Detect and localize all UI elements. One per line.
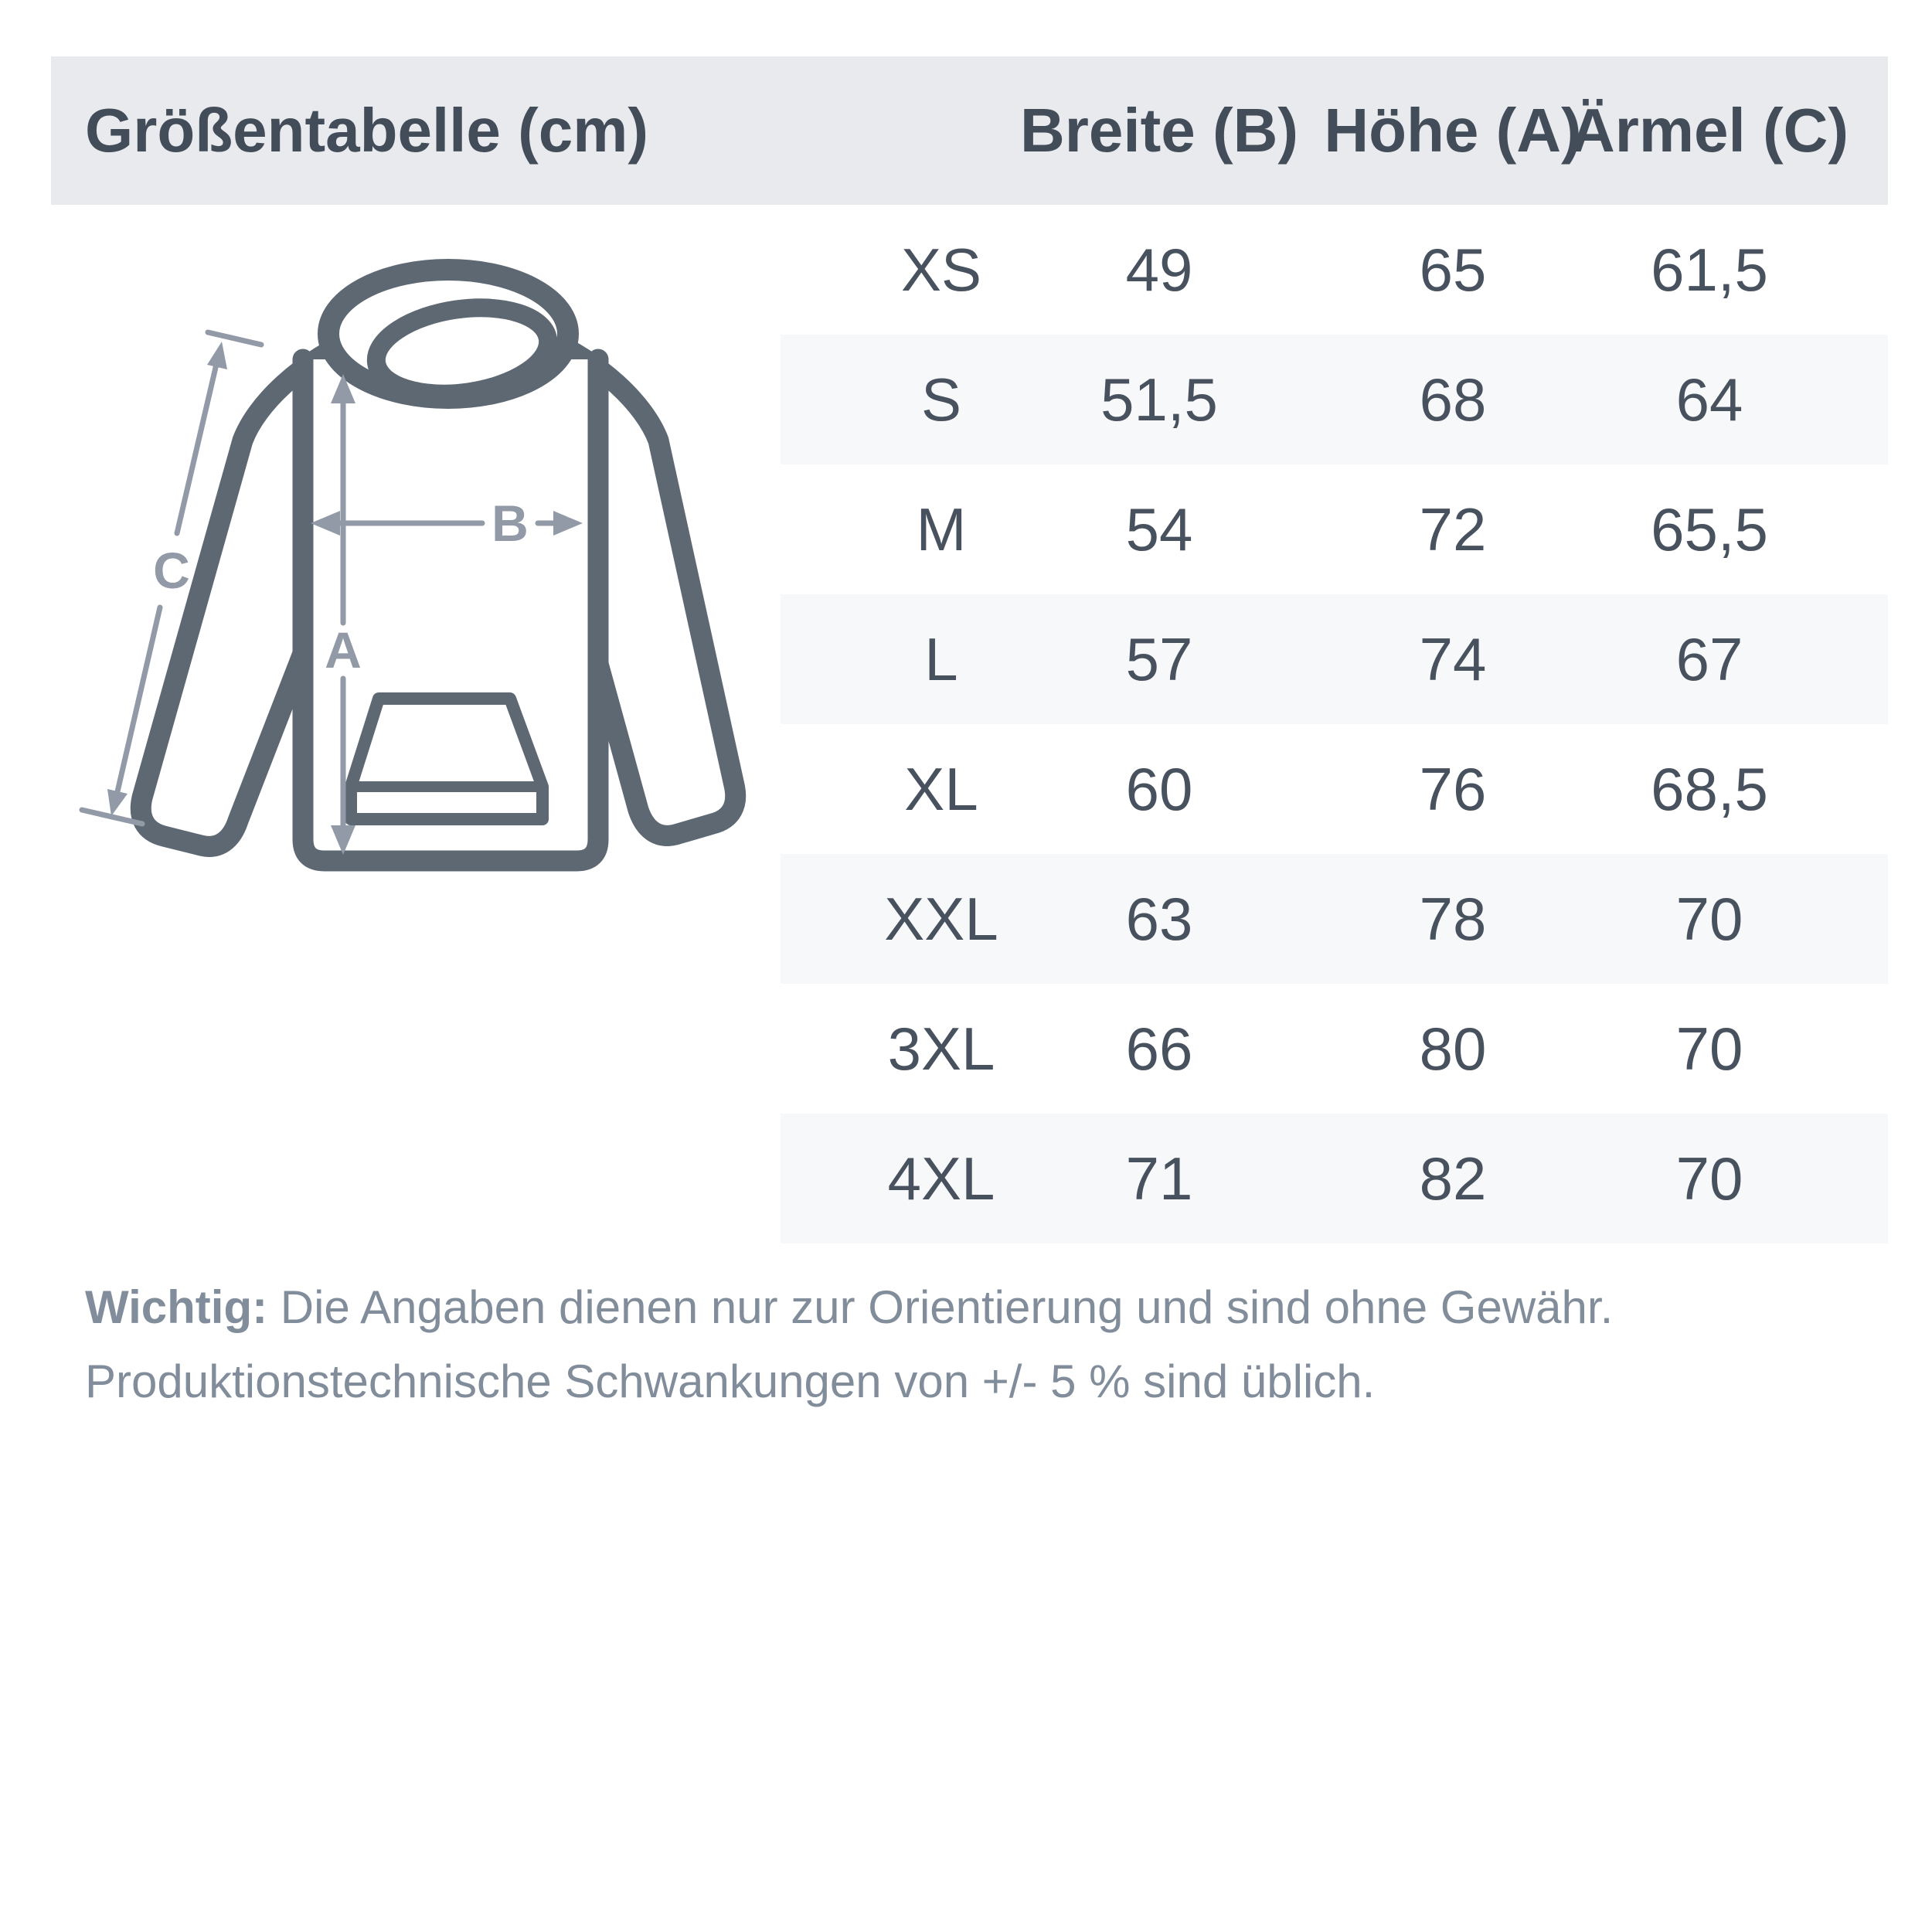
cell-breite: 63 <box>1125 884 1193 953</box>
disclaimer-note <box>85 1270 1862 1419</box>
table-row-4xl <box>781 1114 1888 1243</box>
cell-breite: 51,5 <box>1100 365 1218 434</box>
table-row-s <box>781 335 1888 464</box>
cell-hoehe: 76 <box>1419 754 1487 823</box>
table-row-m <box>781 464 1888 594</box>
cell-size: L <box>924 624 958 693</box>
cell-hoehe: 78 <box>1419 884 1487 953</box>
label-c: C <box>153 542 190 599</box>
table-row-xl <box>781 724 1888 854</box>
cell-hoehe: 82 <box>1419 1144 1487 1213</box>
cell-breite: 49 <box>1125 235 1193 304</box>
disclaimer-line-2 <box>85 1345 1862 1419</box>
cell-size: XXL <box>884 884 998 953</box>
cell-size: M <box>916 495 967 563</box>
cell-breite: 54 <box>1125 495 1193 563</box>
table-row-xs <box>781 205 1888 335</box>
cell-hoehe: 65 <box>1419 235 1487 304</box>
column-header-breite: Breite (B) <box>1019 96 1299 165</box>
cell-breite: 60 <box>1125 754 1193 823</box>
disclaimer-text-1: Die Angaben dienen nur zur Orientierung und sind ohne Gewähr. <box>280 1281 1614 1333</box>
cell-aermel: 64 <box>1675 365 1743 434</box>
cell-hoehe: 72 <box>1419 495 1487 563</box>
table-row-l <box>781 594 1888 724</box>
cell-aermel: 67 <box>1675 624 1743 693</box>
cell-hoehe: 80 <box>1419 1014 1487 1083</box>
cell-size: 4XL <box>887 1144 995 1213</box>
cell-breite: 66 <box>1125 1014 1193 1083</box>
disclaimer-text-2: Produktionstechnische Schwankungen von +/- 5 % sind üblich. <box>85 1355 1376 1407</box>
cell-hoehe: 74 <box>1419 624 1487 693</box>
column-header-hoehe: Höhe (A) <box>1324 96 1582 165</box>
cell-aermel: 68,5 <box>1651 754 1768 823</box>
table-row-3xl <box>781 984 1888 1114</box>
cell-aermel: 61,5 <box>1651 235 1768 304</box>
cell-size: 3XL <box>887 1014 995 1083</box>
cell-aermel: 70 <box>1675 1144 1743 1213</box>
label-a: A <box>325 621 362 679</box>
hoodie-outline-icon <box>141 270 735 861</box>
cell-size: XS <box>900 235 982 304</box>
cell-breite: 71 <box>1125 1144 1193 1213</box>
page-title: Größentabelle (cm) <box>85 96 649 165</box>
cell-aermel: 70 <box>1675 884 1743 953</box>
label-b: B <box>492 495 529 552</box>
cell-size: S <box>920 365 962 434</box>
table-row-xxl <box>781 854 1888 984</box>
cell-size: XL <box>904 754 978 823</box>
column-header-aermel: Ärmel (C) <box>1570 96 1849 165</box>
cell-breite: 57 <box>1125 624 1193 693</box>
cell-aermel: 70 <box>1675 1014 1743 1083</box>
hoodie-diagram <box>46 178 781 889</box>
disclaimer-line-1 <box>85 1270 1862 1345</box>
cell-aermel: 65,5 <box>1651 495 1768 563</box>
hoodie-pocket <box>351 699 543 819</box>
disclaimer-label: Wichtig: <box>85 1281 268 1333</box>
cell-hoehe: 68 <box>1419 365 1487 434</box>
